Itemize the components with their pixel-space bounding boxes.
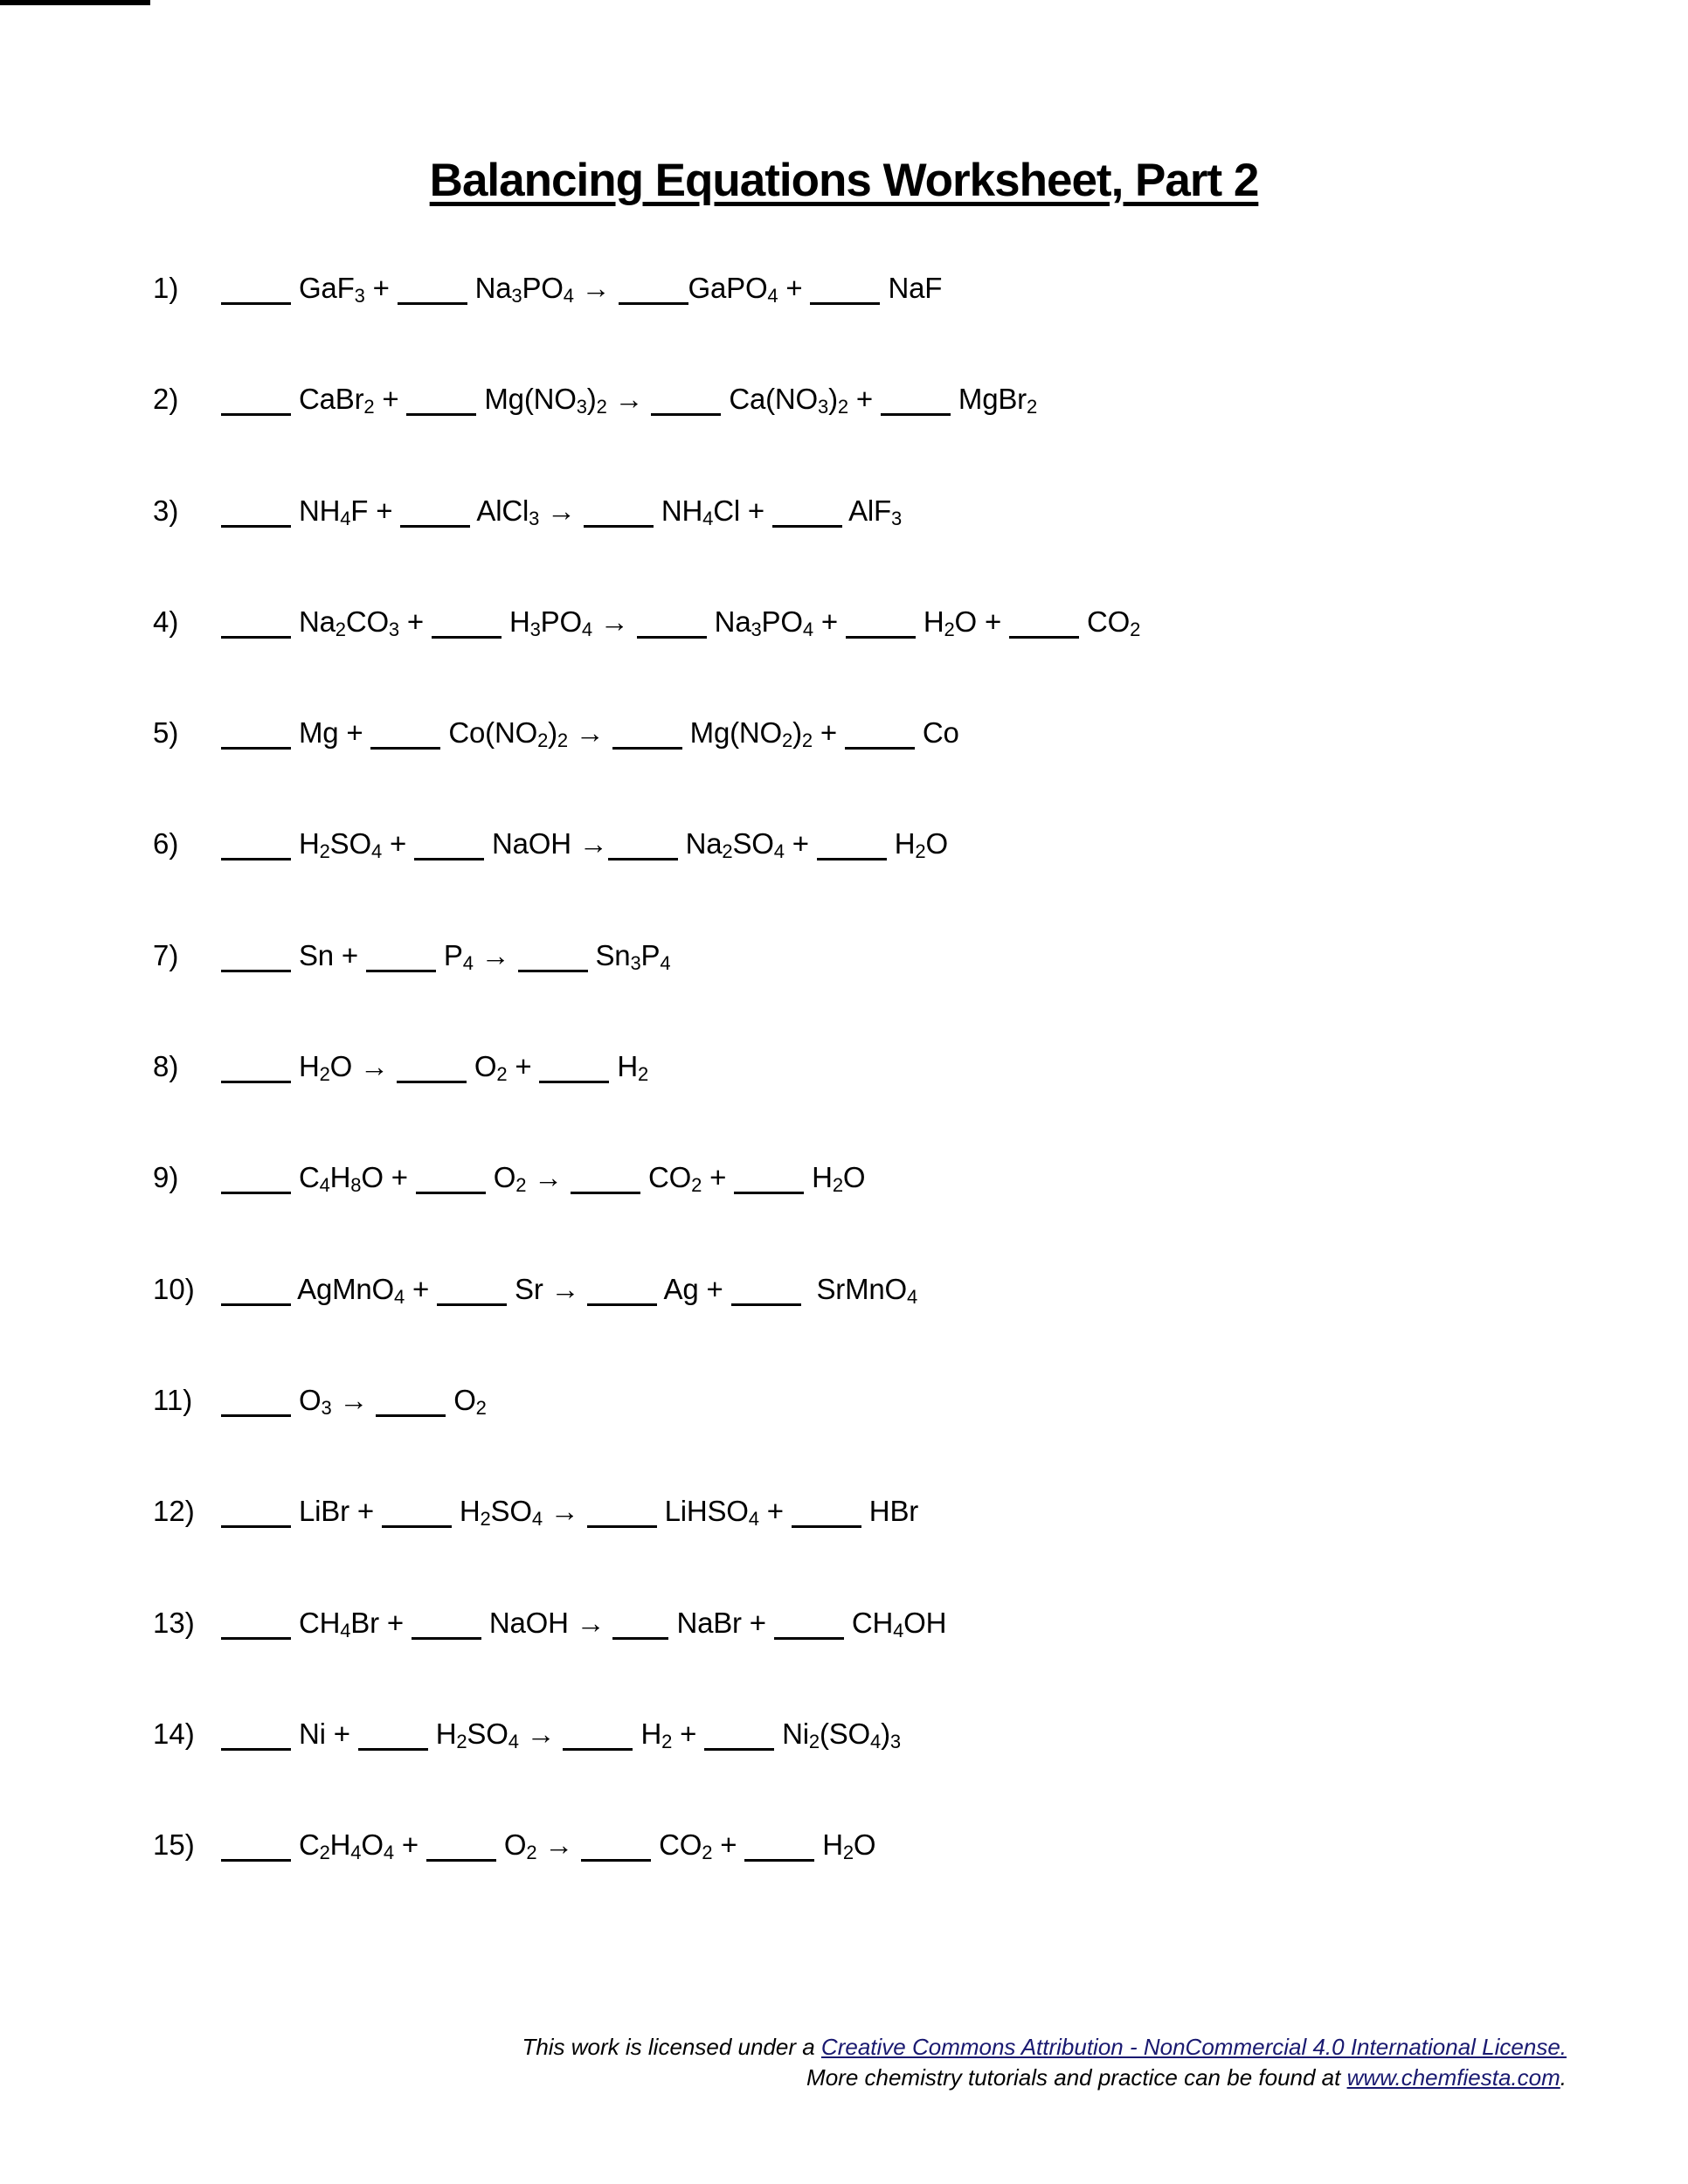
subscript: 2	[319, 1063, 330, 1086]
coefficient-blank[interactable]	[221, 1637, 291, 1640]
coefficient-blank[interactable]	[221, 525, 291, 528]
coefficient-blank[interactable]	[221, 1525, 291, 1528]
coefficient-blank[interactable]	[1009, 636, 1079, 639]
equation-number: 12)	[153, 1495, 195, 1528]
coefficient-blank[interactable]	[792, 1525, 861, 1528]
subscript: 4	[508, 1730, 519, 1752]
subscript: 4	[802, 618, 813, 640]
subscript: 2	[801, 729, 813, 752]
subscript: 2	[475, 1396, 487, 1419]
subscript: 2	[496, 1063, 508, 1086]
coefficient-blank[interactable]	[221, 1081, 291, 1083]
subscript: 3	[630, 951, 641, 974]
coefficient-blank[interactable]	[612, 1637, 668, 1640]
subscript: 3	[889, 1730, 901, 1752]
equation-number: 9)	[153, 1161, 179, 1194]
subscript: 3	[891, 507, 903, 529]
scan-artifact	[0, 0, 150, 5]
equation-line: CaBr$_2$ + $Mg(NO_3)_2 \to Ca(NO_3)_2$ + MgBr$_2$	[221, 383, 1037, 415]
coefficient-blank[interactable]	[608, 858, 678, 860]
equation-number: 1)	[153, 272, 179, 304]
equation-number: 4)	[153, 605, 179, 638]
subscript: 3	[818, 396, 829, 418]
subscript: 2	[596, 396, 607, 418]
subscript: 4	[383, 1842, 394, 1864]
coefficient-blank[interactable]	[397, 1081, 467, 1083]
subscript: 2	[1026, 396, 1037, 418]
coefficient-blank[interactable]	[370, 747, 440, 750]
subscript: 4	[340, 1619, 351, 1641]
subscript: 2	[557, 729, 568, 752]
equation-number: 11)	[153, 1383, 193, 1416]
subscript: 4	[531, 1508, 543, 1531]
subscript: 2	[782, 729, 793, 752]
equation-line: LiBr + $H_2SO_4$ → LiHSO$_4$ + HBr	[221, 1495, 918, 1527]
equation-row	[153, 1606, 1140, 1717]
coefficient-blank[interactable]	[376, 1414, 446, 1417]
coefficient-blank[interactable]	[772, 525, 842, 528]
subscript: 3	[529, 618, 541, 640]
subscript: 2	[837, 396, 848, 418]
subscript: 2	[515, 1174, 527, 1197]
equation-row	[153, 1049, 1140, 1160]
equation-line: $GaF_3 + Na_3PO_4$ → GaPO$_4$ + NaF	[221, 272, 942, 304]
subscript: 2	[808, 1730, 820, 1752]
equation-line: $Sn + P_4 \to Sn_3P_4$	[221, 939, 670, 971]
subscript: 2	[537, 729, 549, 752]
subscript: 2	[637, 1063, 649, 1086]
equation-number: 3)	[153, 494, 179, 527]
equation-number: 13)	[153, 1606, 195, 1639]
subscript: 4	[773, 840, 785, 863]
subscript: 3	[354, 285, 365, 307]
subscript: 4	[870, 1730, 882, 1752]
subscript: 4	[748, 1508, 759, 1531]
subscript: 2	[842, 1842, 854, 1864]
subscript: 4	[702, 507, 714, 529]
tutorials-line	[522, 2063, 1567, 2093]
coefficient-blank[interactable]	[221, 970, 291, 972]
coefficient-blank[interactable]	[221, 302, 291, 305]
equation-row	[153, 494, 1140, 605]
equation-number: 2)	[153, 383, 179, 416]
subscript: 3	[388, 618, 399, 640]
subscript: 4	[767, 285, 778, 307]
subscript: 3	[751, 618, 762, 640]
equation-row	[153, 938, 1140, 1049]
coefficient-blank[interactable]	[846, 636, 916, 639]
coefficient-blank[interactable]	[414, 858, 484, 860]
subscript: 2	[363, 396, 375, 418]
equation-line: AgMnO$_4$ + Sr → Ag + SrMnO$_4$	[221, 1273, 917, 1305]
coefficient-blank[interactable]	[563, 1748, 633, 1751]
coefficient-blank[interactable]	[581, 1859, 651, 1862]
coefficient-blank[interactable]	[412, 1637, 481, 1640]
coefficient-blank[interactable]	[587, 1303, 657, 1306]
coefficient-blank[interactable]	[366, 970, 436, 972]
subscript: 2	[944, 618, 955, 640]
coefficient-blank[interactable]	[731, 1303, 801, 1306]
coefficient-blank[interactable]	[221, 1192, 291, 1194]
equation-line: $H_2SO_4$ + NaOH → $Na_2SO_4 + H_2O$	[221, 827, 948, 860]
coefficient-blank[interactable]	[651, 413, 721, 416]
equation-row	[153, 1828, 1140, 1939]
equation-row	[153, 382, 1140, 493]
subscript: 3	[321, 1396, 332, 1419]
coefficient-blank[interactable]	[398, 302, 467, 305]
coefficient-blank[interactable]	[612, 747, 682, 750]
coefficient-blank[interactable]	[221, 1303, 291, 1306]
coefficient-blank[interactable]	[221, 1748, 291, 1751]
subscript: 2	[319, 1842, 330, 1864]
equation-row	[153, 605, 1140, 715]
coefficient-blank[interactable]	[221, 747, 291, 750]
coefficient-blank[interactable]	[587, 1525, 657, 1528]
equation-line: $Ni + H_2SO_4 \to H_2 + Ni_2(SO_4)_3$	[221, 1717, 901, 1750]
equation-line: $H_2O \to O_2 + H_2$	[221, 1050, 648, 1082]
coefficient-blank[interactable]	[437, 1303, 507, 1306]
license-text: This work is licensed under a	[522, 2034, 821, 2060]
equation-row	[153, 1272, 1140, 1383]
chemfiesta-link[interactable]: www.chemfiesta.com	[1346, 2064, 1560, 2091]
equation-row	[153, 1717, 1140, 1828]
coefficient-blank[interactable]	[426, 1859, 496, 1862]
coefficient-blank[interactable]	[221, 1414, 291, 1417]
subscript: 2	[456, 1730, 467, 1752]
coefficient-blank[interactable]	[744, 1859, 814, 1862]
subscript: 2	[702, 1842, 713, 1864]
subscript: 2	[1130, 618, 1141, 640]
tutorials-text: More chemistry tutorials and practice can be found at	[806, 2064, 1347, 2091]
coefficient-blank[interactable]	[845, 747, 915, 750]
equation-number: 14)	[153, 1717, 195, 1750]
equation-row	[153, 826, 1140, 937]
subscript: 3	[576, 396, 587, 418]
coefficient-blank[interactable]	[221, 858, 291, 860]
page-header	[0, 154, 1688, 207]
coefficient-blank[interactable]	[571, 1192, 640, 1194]
page-title: Balancing Equations Worksheet, Part 2	[429, 155, 1259, 206]
coefficient-blank[interactable]	[221, 636, 291, 639]
coefficient-blank[interactable]	[881, 413, 951, 416]
coefficient-blank[interactable]	[406, 413, 476, 416]
subscript: 2	[832, 1174, 843, 1197]
license-footer	[522, 2032, 1567, 2093]
equation-number: 10)	[153, 1272, 195, 1305]
coefficient-blank[interactable]	[584, 525, 654, 528]
coefficient-blank[interactable]	[539, 1081, 609, 1083]
coefficient-blank[interactable]	[734, 1192, 804, 1194]
subscript: 4	[370, 840, 382, 863]
equation-line: $CH_4Br$ + NaOH → NaBr + $CH_4OH$	[221, 1607, 946, 1639]
license-link[interactable]: Creative Commons Attribution - NonCommercial 4.0 International License.	[820, 2034, 1567, 2060]
coefficient-blank[interactable]	[637, 636, 707, 639]
subscript: 4	[394, 1285, 405, 1308]
subscript: 2	[722, 840, 733, 863]
equation-line: $C_4H_8O + O_2 \to CO_2 + H_2O$	[221, 1161, 865, 1193]
subscript: 4	[340, 507, 351, 529]
coefficient-blank[interactable]	[358, 1748, 428, 1751]
subscript: 2	[480, 1508, 491, 1531]
subscript: 4	[660, 951, 671, 974]
equation-number: 5)	[153, 716, 179, 750]
equation-line: $C_2H_4O_4 + O_2 \to CO_2 + H_2O$	[221, 1828, 875, 1861]
subscript: 4	[462, 951, 474, 974]
tutorials-period: .	[1560, 2064, 1567, 2091]
coefficient-blank[interactable]	[221, 413, 291, 416]
coefficient-blank[interactable]	[518, 970, 588, 972]
equation-row	[153, 1383, 1140, 1494]
equation-row	[153, 1494, 1140, 1605]
subscript: 4	[563, 285, 574, 307]
subscript: 2	[661, 1730, 673, 1752]
subscript: 2	[691, 1174, 702, 1197]
equation-row	[153, 1160, 1140, 1271]
subscript: 4	[350, 1842, 362, 1864]
equation-number: 7)	[153, 938, 179, 971]
equation-number: 15)	[153, 1828, 195, 1862]
subscript: 2	[526, 1842, 537, 1864]
equation-row	[153, 715, 1140, 826]
coefficient-blank[interactable]	[416, 1192, 486, 1194]
license-line	[522, 2032, 1567, 2063]
subscript: 4	[581, 618, 592, 640]
coefficient-blank[interactable]	[432, 636, 502, 639]
equation-line: $Mg + Co(NO_2)_2 \to Mg(NO_2)_2 + Co$	[221, 716, 959, 749]
coefficient-blank[interactable]	[704, 1748, 774, 1751]
equation-number: 6)	[153, 827, 179, 860]
equation-line: $O_3 \to O_2$	[221, 1384, 487, 1416]
subscript: 4	[319, 1174, 330, 1197]
subscript: 2	[915, 840, 926, 863]
equation-line: $NH_4F$ + AlCl$_3$ → $NH_4Cl + AlF_3$	[221, 494, 902, 527]
equation-line: $Na_2CO_3 + H_3PO_4 \to Na_3PO_4 + H_2O + CO_2$	[221, 605, 1140, 638]
equation-row	[153, 271, 1140, 382]
subscript: 8	[350, 1174, 362, 1197]
coefficient-blank[interactable]	[810, 302, 880, 305]
coefficient-blank[interactable]	[619, 302, 688, 305]
coefficient-blank[interactable]	[221, 1859, 291, 1862]
coefficient-blank[interactable]	[400, 525, 470, 528]
subscript: 3	[511, 285, 522, 307]
subscript: 2	[319, 840, 330, 863]
equation-list	[153, 271, 1140, 1939]
coefficient-blank[interactable]	[774, 1637, 844, 1640]
subscript: 4	[893, 1619, 904, 1641]
subscript: 2	[335, 618, 346, 640]
coefficient-blank[interactable]	[382, 1525, 452, 1528]
subscript: 4	[906, 1285, 918, 1308]
subscript: 3	[529, 507, 540, 529]
equation-number: 8)	[153, 1050, 179, 1083]
coefficient-blank[interactable]	[817, 858, 887, 860]
